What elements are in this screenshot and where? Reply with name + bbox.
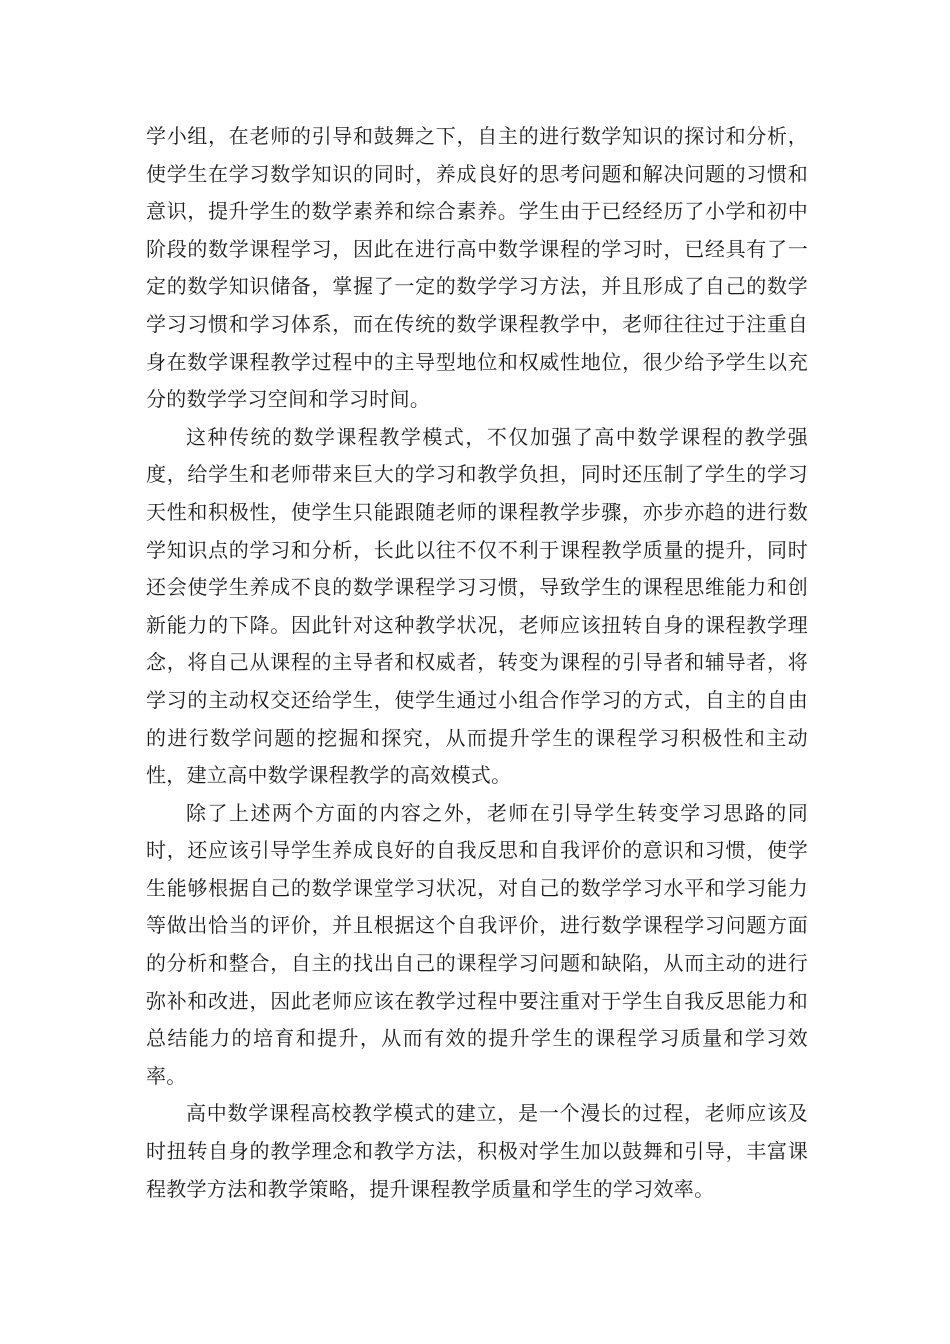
paragraph-3: 除了上述两个方面的内容之外，老师在引导学生转变学习思路的同时，还应该引导学生养成良好的自我反思和自我评价的意识和习惯，使学生能够根据自己的数学课堂学习状况，对自己的数学学习水平和学习能力等做出恰当的评价，并且根据这个自我评价，进行数学课程学习问题方面的分析和整合，自主的找出自己的课程学习问题和缺陷，从而主动的进行弥补和改进，因此老师应该在教学过程中要注重对于学生自我反思能力和总结能力的培育和提升，从而有效的提升学生的课程学习质量和学习效率。: [146, 800, 808, 1088]
paragraph-4: 高中数学课程高校教学模式的建立，是一个漫长的过程，老师应该及时扭转自身的教学理念和教学方法，积极对学生加以鼓舞和引导，丰富课程教学方法和教学策略，提升课程教学质量和学生的学习效率。: [146, 1101, 808, 1201]
paragraph-1: 学小组，在老师的引导和鼓舞之下，自主的进行数学知识的探讨和分析，使学生在学习数学知识的同时，养成良好的思考问题和解决问题的习惯和意识，提升学生的数学素养和综合素养。学生由于已经经历了小学和初中阶段的数学课程学习，因此在进行高中数学课程的学习时，已经具有了一定的数学知识储备，掌握了一定的数学学习方法，并且形成了自己的数学学习习惯和学习体系，而在传统的数学课程教学中，老师往往过于注重自身在数学课程教学过程中的主导型地位和权威性地位，很少给予学生以充分的数学学习空间和学习时间。: [146, 124, 808, 412]
document-body: [146, 118, 808, 1208]
paragraph-2: 这种传统的数学课程教学模式，不仅加强了高中数学课程的教学强度，给学生和老师带来巨大的学习和教学负担，同时还压制了学生的学习天性和积极性，使学生只能跟随老师的课程教学步骤，亦步亦趋的进行数学知识点的学习和分析，长此以往不仅不利于课程教学质量的提升，同时还会使学生养成不良的数学课程学习习惯，导致学生的课程思维能力和创新能力的下降。因此针对这种教学状况，老师应该扭转自身的课程教学理念，将自己从课程的主导者和权威者，转变为课程的引导者和辅导者，将学习的主动权交还给学生，使学生通过小组合作学习的方式，自主的自由的进行数学问题的挖掘和探究，从而提升学生的课程学习积极性和主动性，建立高中数学课程教学的高效模式。: [146, 424, 808, 788]
